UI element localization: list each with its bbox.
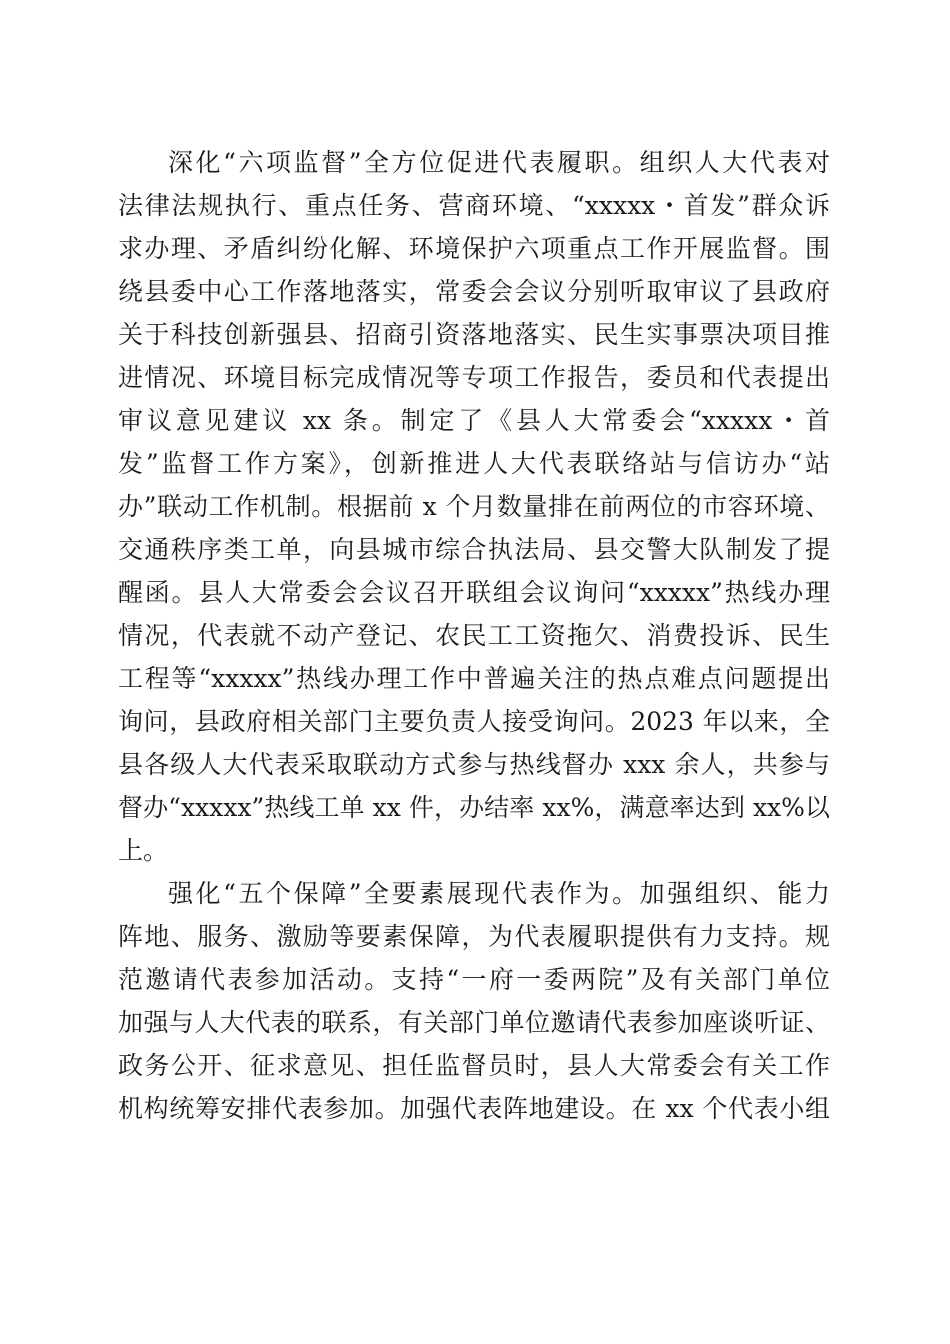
text-line: 范邀请代表参加活动。支持“一府一委两院”及有关部门单位 <box>118 965 830 994</box>
text-line: 加强与人大代表的联系，有关部门单位邀请代表参加座谈听证、 <box>118 1008 830 1037</box>
text-line: 督办“xxxxx”热线工单 xx 件，办结率 xx%，满意率达到 xx%以 <box>118 793 830 822</box>
text-line: 法律法规执行、重点任务、营商环境、“xxxxx・首发”群众诉 <box>118 191 830 220</box>
text-line: 办”联动工作机制。根据前 x 个月数量排在前两位的市容环境、 <box>118 492 830 521</box>
text-line: 醒函。县人大常委会会议召开联组会议询问“xxxxx”热线办理 <box>118 578 830 607</box>
text-line: 强化“五个保障”全要素展现代表作为。加强组织、能力 <box>168 879 830 908</box>
text-line: 绕县委中心工作落地落实，常委会会议分别听取审议了县政府 <box>118 277 830 306</box>
paragraph-guarantees <box>118 872 830 1130</box>
text-line: 深化“六项监督”全方位促进代表履职。组织人大代表对 <box>168 148 830 177</box>
text-line: 审议意见建议 xx 条。制定了《县人大常委会“xxxxx・首 <box>118 406 830 435</box>
text-line: 上。 <box>118 836 169 865</box>
text-line: 发”监督工作方案》，创新推进人大代表联络站与信访办“站 <box>118 449 830 478</box>
text-line: 关于科技创新强县、招商引资落地落实、民生实事票决项目推 <box>118 320 830 349</box>
text-line: 求办理、矛盾纠纷化解、环境保护六项重点工作开展监督。围 <box>118 234 830 263</box>
text-line: 交通秩序类工单，向县城市综合执法局、县交警大队制发了提 <box>118 535 830 564</box>
text-line: 县各级人大代表采取联动方式参与热线督办 xxx 余人，共参与 <box>118 750 830 779</box>
text-line: 政务公开、征求意见、担任监督员时，县人大常委会有关工作 <box>118 1051 830 1080</box>
text-line: 机构统筹安排代表参加。加强代表阵地建设。在 xx 个代表小组 <box>118 1094 830 1123</box>
paragraph-supervision <box>118 141 830 872</box>
text-line: 进情况、环境目标完成情况等专项工作报告，委员和代表提出 <box>118 363 830 392</box>
text-line: 询问，县政府相关部门主要负责人接受询问。2023 年以来，全 <box>118 707 830 736</box>
text-line: 阵地、服务、激励等要素保障，为代表履职提供有力支持。规 <box>118 922 830 951</box>
document-body <box>118 141 830 1130</box>
text-line: 情况，代表就不动产登记、农民工工资拖欠、消费投诉、民生 <box>118 621 830 650</box>
text-line: 工程等“xxxxx”热线办理工作中普遍关注的热点难点问题提出 <box>118 664 830 693</box>
